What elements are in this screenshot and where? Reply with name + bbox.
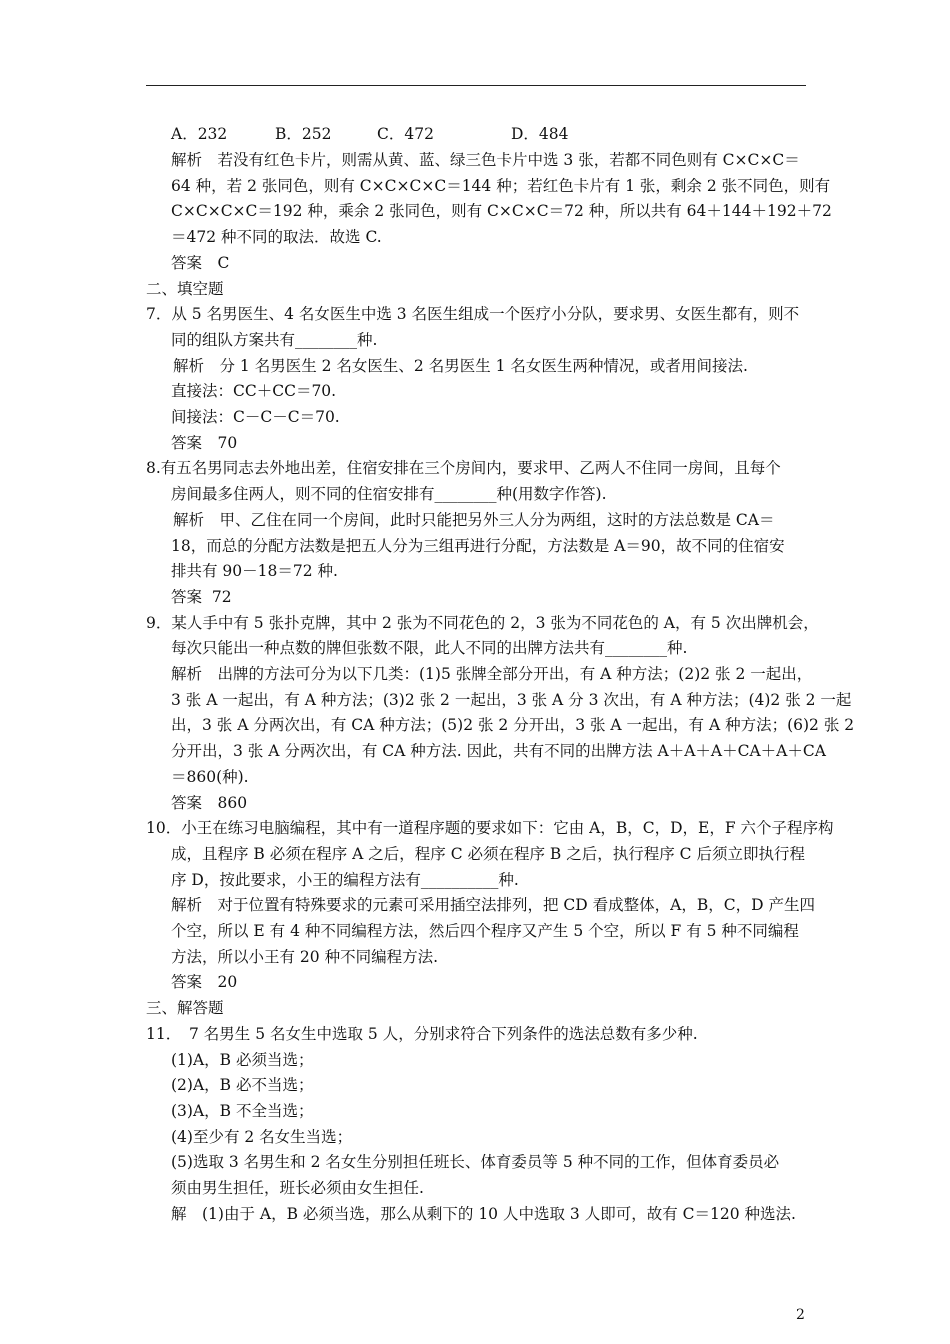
text-line-q9-answer: 答案 860 (171, 793, 248, 812)
text-line-q7-2: 同的组队方案共有________种. (171, 330, 378, 349)
text-line-q11-7: 须由男生担任，班长必须由女生担任. (171, 1179, 424, 1197)
page-number: 2 (796, 1307, 805, 1323)
text-line-q11-6: (5)选取 3 名男生和 2 名女生分别担任班长、体育委员等 5 种不同的工作，但体育委员必 (171, 1153, 780, 1172)
text-line-q11-1: 11． 7 名男生 5 名女生中选取 5 人，分别求符合下列条件的选法总数有多少种. (146, 1024, 698, 1043)
option-b: B．252 (275, 125, 332, 143)
text-line-q11-2: (1)A，B 必须当选； (171, 1050, 314, 1069)
text-line-q10-3: 序 D，按此要求，小王的编程方法有__________种. (171, 870, 519, 889)
text-line-q9-analysis-4: 分开出，3 张 A 分两次出，有 CA 种方法. 因此，共有不同的出牌方法 A＋A＋A＋CA＋A＋CA (171, 742, 826, 761)
text-line-section-2: 二、填空题 (146, 279, 224, 298)
text-line-q8-analysis-1: 解析 甲、乙住在同一个房间，此时只能把另外三人分为两组，这时的方法总数是 CA＝ (173, 510, 775, 529)
text-line-q9-analysis-5: ＝860(种). (171, 767, 249, 786)
option-d: D．484 (511, 125, 569, 143)
text-line-q8-answer: 答案 72 (171, 587, 232, 606)
text-line-q10-analysis-2: 个空，所以 E 有 4 种不同编程方法，然后四个程序又产生 5 个空，所以 F 有 5 种不同编程 (171, 922, 799, 940)
text-line-q9-analysis-3: 出，3 张 A 分两次出，有 CA 种方法；(5)2 张 2 分开出，3 张 A 一起出，有 A 种方法；(6)2 张 2 (171, 716, 855, 735)
text-line-q7-analysis-2: 直接法：CC＋CC＝70. (171, 382, 337, 401)
text-line-q7-1: 7．从 5 名男医生、4 名女医生中选 3 名医生组成一个医疗小分队，要求男、女医生都有，则不 (146, 305, 800, 324)
text-line-q8-2: 房间最多住两人，则不同的住宿安排有________种(用数字作答). (171, 485, 607, 504)
text-line-section-3: 三、解答题 (146, 999, 224, 1018)
option-c: C．472 (377, 125, 434, 143)
text-line-q10-2: 成，且程序 B 必须在程序 A 之后，程序 C 必须在程序 B 之后，执行程序 C 后须立即执行程 (171, 844, 805, 863)
text-line-q10-answer: 答案 20 (171, 973, 238, 992)
text-line-q11-5: (4)至少有 2 名女生当选； (171, 1127, 353, 1146)
text-line-q9-2: 每次只能出一种点数的牌但张数不限，此人不同的出牌方法共有________种. (171, 639, 688, 658)
text-line-q11-3: (2)A，B 必不当选； (171, 1076, 314, 1095)
text-line-q10-1: 10．小王在练习电脑编程，其中有一道程序题的要求如下：它由 A，B，C，D，E，F 六个子程序构 (146, 819, 834, 838)
text-line-q7-analysis-3: 间接法：C－C－C＝70. (171, 408, 340, 426)
text-line-q6-analysis-3: C×C×C×C＝192 种，乘余 2 张同色，则有 C×C×C＝72 种，所以共有 64＋144＋192＋72 (171, 202, 832, 221)
text-line-q6-analysis-2: 64 种，若 2 张同色，则有 C×C×C×C＝144 种；若红色卡片有 1 张，剩余 2 张不同色，则有 (171, 176, 831, 195)
text-line-q8-analysis-3: 排共有 90－18＝72 种. (171, 562, 338, 581)
text-line-q8-analysis-2: 18，而总的分配方法数是把五人分为三组再进行分配，方法数是 A＝90，故不同的住宿安 (171, 536, 785, 555)
text-line-q6-analysis-4: ＝472 种不同的取法．故选 C. (171, 228, 382, 247)
text-line-q10-analysis-1: 解析 对于位置有特殊要求的元素可采用插空法排列，把 CD 看成整体，A，B，C，D 产生四 (171, 896, 815, 915)
text-line-q11-solution: 解 (1)由于 A，B 必须当选，那么从剩下的 10 人中选取 3 人即可，故有 C＝120 种选法. (171, 1204, 796, 1223)
text-line-q9-analysis-2: 3 张 A 一起出，有 A 种方法；(3)2 张 2 一起出，3 张 A 分 3 次出，有 A 种方法；(4)2 张 2 一起 (171, 690, 852, 709)
text-line-q9-1: 9．某人手中有 5 张扑克牌，其中 2 张为不同花色的 2，3 张为不同花色的 A，有 5 次出牌机会， (146, 613, 819, 632)
text-line-q7-analysis-1: 解析 分 1 名男医生 2 名女医生、2 名男医生 1 名女医生两种情况，或者用间接法. (173, 356, 748, 375)
text-line-q10-analysis-3: 方法，所以小王有 20 种不同编程方法. (171, 947, 439, 966)
header-rule (146, 85, 806, 86)
text-line-q11-4: (3)A，B 不全当选； (171, 1101, 314, 1120)
text-line-q6-analysis-1: 解析 若没有红色卡片，则需从黄、蓝、绿三色卡片中选 3 张，若都不同色则有 C×C×C＝ (171, 151, 800, 169)
text-line-q8-1: 8.有五名男同志去外地出差，住宿安排在三个房间内，要求甲、乙两人不住同一房间，且每个 (146, 459, 781, 478)
text-line-q9-analysis-1: 解析 出牌的方法可分为以下几类：(1)5 张牌全部分开出，有 A 种方法；(2)2 张 2 一起出， (171, 665, 813, 683)
text-line-q6-answer: 答案 C (171, 253, 230, 272)
text-line-q7-answer: 答案 70 (171, 433, 238, 452)
option-a: A．232 (171, 125, 228, 143)
